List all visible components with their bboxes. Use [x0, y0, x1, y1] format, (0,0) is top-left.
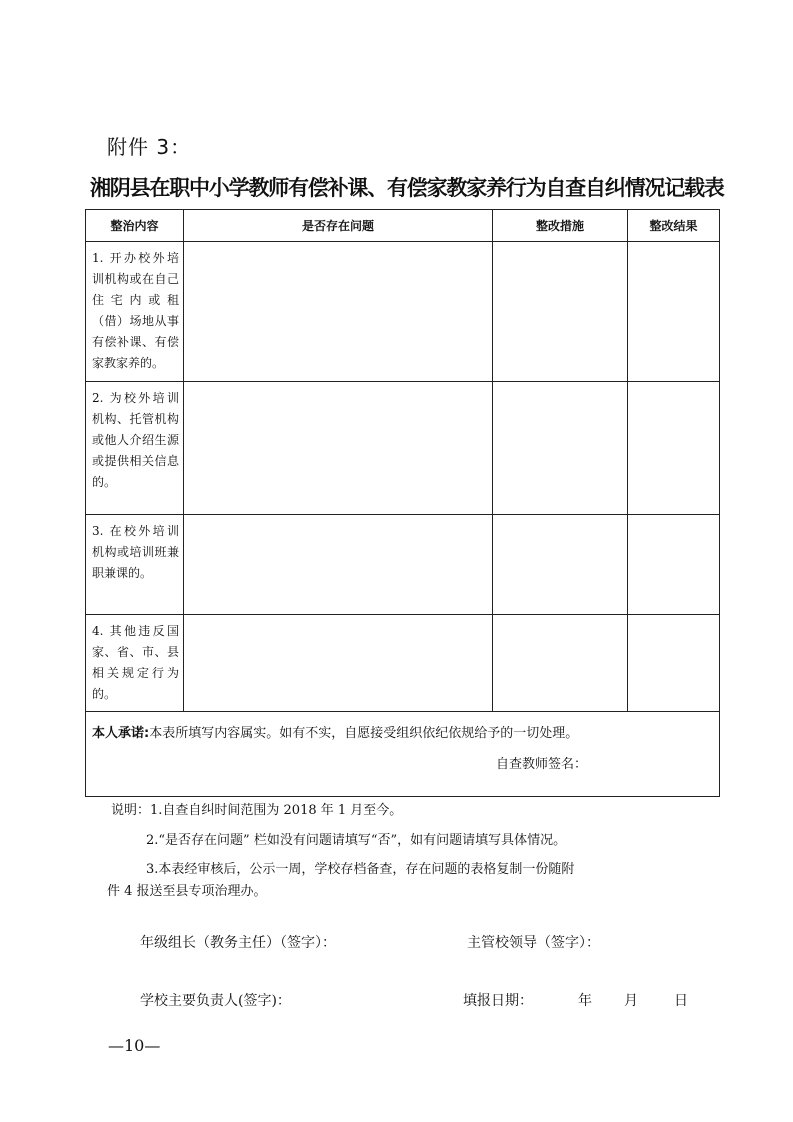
date-day[interactable]: 日: [674, 993, 688, 1009]
note-3: 3.本表经审核后，公示一周，学校存档备查，存在问题的表格复制一份随附: [146, 862, 575, 877]
fill-date-label: 填报日期：: [463, 993, 533, 1009]
grade-leader-signature[interactable]: 年级组长（教务主任）（签字）：: [140, 935, 336, 951]
results-cell[interactable]: [628, 615, 720, 712]
problem-cell[interactable]: [184, 242, 493, 382]
table-row: [86, 242, 720, 382]
problem-cell[interactable]: [184, 515, 493, 615]
item-content: 1. 开办校外培训机构或在自己住宅内或租（借）场地从事有偿补课、有偿家教家养的。: [86, 242, 184, 382]
date-year[interactable]: 年: [578, 993, 592, 1009]
note-1: 说明：1.自查自纠时间范围为 2018 年 1 月至今。: [111, 803, 403, 818]
problem-cell[interactable]: [184, 615, 493, 712]
problem-cell[interactable]: [184, 382, 493, 515]
table-row: [86, 382, 720, 515]
pledge-statement: [92, 722, 713, 741]
measures-cell[interactable]: [493, 382, 628, 515]
date-month[interactable]: 月: [624, 993, 638, 1009]
item-content: 2. 为校外培训机构、托管机构或他人介绍生源或提供相关信息的。: [86, 382, 184, 515]
page-number: —10—: [108, 1036, 161, 1055]
results-cell[interactable]: [628, 242, 720, 382]
teacher-signature[interactable]: 自查教师签名：: [496, 757, 588, 772]
header-content: 整治内容: [86, 210, 184, 242]
pledge-cell: [86, 712, 720, 797]
form-title: 湘阴县在职中小学教师有偿补课、有偿家教家养行为自查自纠情况记载表: [90, 176, 724, 200]
measures-cell[interactable]: [493, 242, 628, 382]
table-row: [86, 515, 720, 615]
header-results: 整改结果: [628, 210, 720, 242]
note-2: 2.“是否存在问题” 栏如没有问题请填写“否”，如有问题请填写具体情况。: [146, 833, 567, 848]
measures-cell[interactable]: [493, 515, 628, 615]
pledge-label: 本人承诺:: [92, 726, 150, 741]
principal-signature[interactable]: 学校主要负责人(签字)：: [140, 993, 291, 1009]
self-check-table: [85, 209, 720, 797]
supervisor-signature[interactable]: 主管校领导（签字）：: [467, 935, 600, 951]
pledge-row: [86, 712, 720, 797]
header-has-problem: 是否存在问题: [184, 210, 493, 242]
item-content: 4. 其他违反国家、省、市、县相关规定行为的。: [86, 615, 184, 712]
results-cell[interactable]: [628, 382, 720, 515]
measures-cell[interactable]: [493, 615, 628, 712]
results-cell[interactable]: [628, 515, 720, 615]
note-3-continued: 件 4 报送至县专项治理办。: [107, 884, 267, 899]
table-row: [86, 615, 720, 712]
pledge-text: 本表所填写内容属实。如有不实，自愿接受组织依纪依规给予的一切处理。: [149, 726, 579, 741]
table-header-row: [86, 210, 720, 242]
header-measures: 整改措施: [493, 210, 628, 242]
attachment-label: 附件 3：: [107, 135, 192, 159]
item-content: 3. 在校外培训机构或培训班兼职兼课的。: [86, 515, 184, 615]
